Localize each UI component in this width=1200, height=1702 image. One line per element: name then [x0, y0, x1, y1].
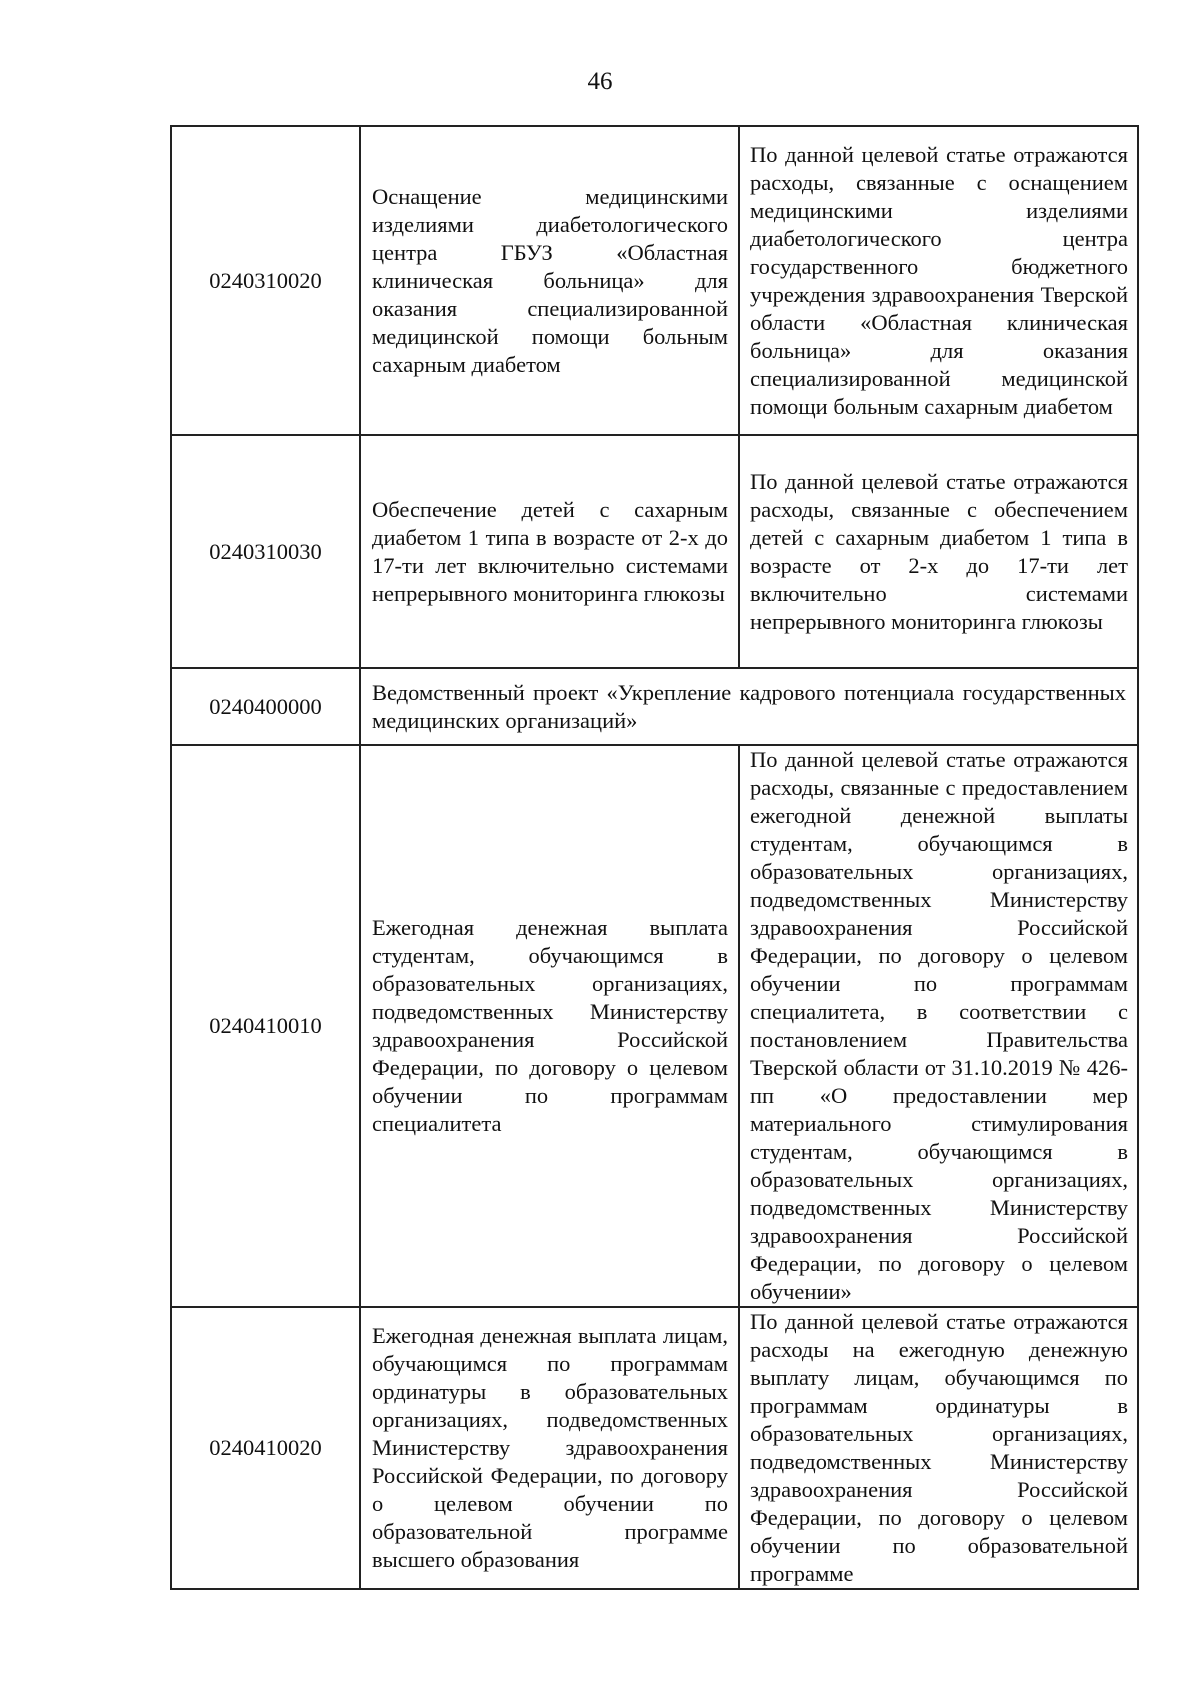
table-row [171, 126, 1138, 435]
row-name: Ежегодная денежная выплата студентам, обучающимся в образовательных организациях, подведомственных Министерству здравоохранения Российской Федерации, по договору о целевом обучении по программам специалитета [360, 745, 739, 1307]
table-row [171, 668, 1138, 745]
table-row [171, 435, 1138, 668]
table-row [171, 745, 1138, 1307]
budget-classification-table [170, 125, 1139, 1590]
row-code: 0240410020 [171, 1307, 360, 1589]
page-number: 46 [587, 68, 613, 95]
row-description: По данной целевой статье отражаются расходы на ежегодную денежную выплату лицам, обучающимся по программам ординатуры в образовательных организациях, подведомственных Министерству здравоохранения Российской Федерации, по договору о целевом обучении по образовательной программе [739, 1307, 1138, 1589]
table-row [171, 1307, 1138, 1589]
row-description: По данной целевой статье отражаются расходы, связанные с обеспечением детей с сахарным диабетом 1 типа в возрасте от 2-х до 17-ти лет включительно системами непрерывного мониторинга глюкозы [739, 435, 1138, 668]
row-code: 0240410010 [171, 745, 360, 1307]
row-description: По данной целевой статье отражаются расходы, связанные с предоставлением ежегодной денежной выплаты студентам, обучающимся в образовательных организациях, подведомственных Министерству здравоохранения Российской Федерации, по договору о целевом обучении по программам специалитета, в соответствии с постановлением Правительства Тверской области от 31.10.2019 № 426-пп «О предоставлении мер материального стимулирования студентам, обучающимся в образовательных организациях, подведомственных Министерству здравоохранения Российской Федерации, по договору о целевом обучении» [739, 745, 1138, 1307]
row-code: 0240400000 [171, 668, 360, 745]
row-description: По данной целевой статье отражаются расходы, связанные с оснащением медицинскими изделиями диабетологического центра государственного бюджетного учреждения здравоохранения Тверской области «Областная клиническая больница» для оказания специализированной медицинской помощи больным сахарным диабетом [739, 126, 1138, 435]
row-name: Обеспечение детей с сахарным диабетом 1 типа в возрасте от 2-х до 17-ти лет включительно системами непрерывного мониторинга глюкозы [360, 435, 739, 668]
row-name: Ежегодная денежная выплата лицам, обучающимся по программам ординатуры в образовательных организациях, подведомственных Министерству здравоохранения Российской Федерации, по договору о целевом обучении по образовательной программе высшего образования [360, 1307, 739, 1589]
row-name: Ведомственный проект «Укрепление кадрового потенциала государственных медицинских организаций» [360, 668, 1138, 745]
row-code: 0240310020 [171, 126, 360, 435]
row-code: 0240310030 [171, 435, 360, 668]
row-name: Оснащение медицинскими изделиями диабетологического центра ГБУЗ «Областная клиническая больница» для оказания специализированной медицинской помощи больным сахарным диабетом [360, 126, 739, 435]
